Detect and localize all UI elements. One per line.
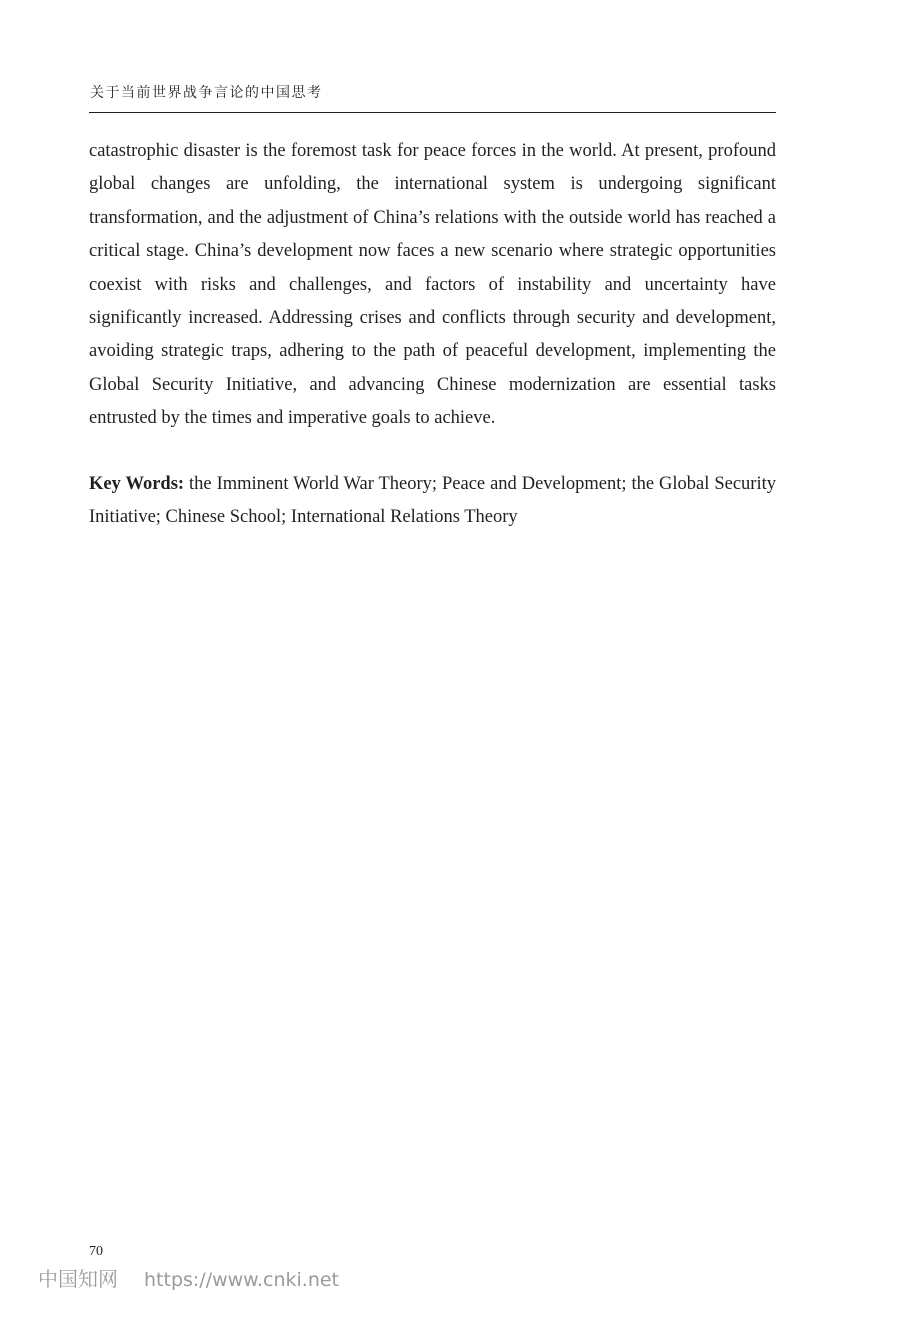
keywords-text: the Imminent World War Theory; Peace and Development; the Global Security Initiative; Chinese School; International Relations Theory (89, 474, 776, 528)
abstract-paragraph: catastrophic disaster is the foremost task for peace forces in the world. At present, profound global changes are unfolding, the international system is undergoing significant transformation, and the adjustment of China’s relations with the outside world has reached a critical stage. China’s development now faces a new scenario where strategic opportunities coexist with risks and challenges, and factors of instability and uncertainty have significantly increased. Addressing crises and conflicts through security and development, avoiding strategic traps, adhering to the path of peaceful development, implementing the Global Security Initiative, and advancing Chinese modernization are essential tasks entrusted by the times and imperative goals to achieve. (89, 141, 776, 429)
cnki-watermark (38, 1263, 339, 1292)
watermark-url: https://www.cnki.net (144, 1269, 340, 1291)
running-title: 关于当前世界战争言论的中国思考 (90, 85, 323, 101)
page-number: 70 (89, 1244, 103, 1259)
keywords-paragraph (89, 468, 776, 535)
watermark-brand: 中国知网 (38, 1267, 118, 1291)
keywords-label: Key Words: (89, 474, 185, 494)
running-header (89, 80, 776, 113)
